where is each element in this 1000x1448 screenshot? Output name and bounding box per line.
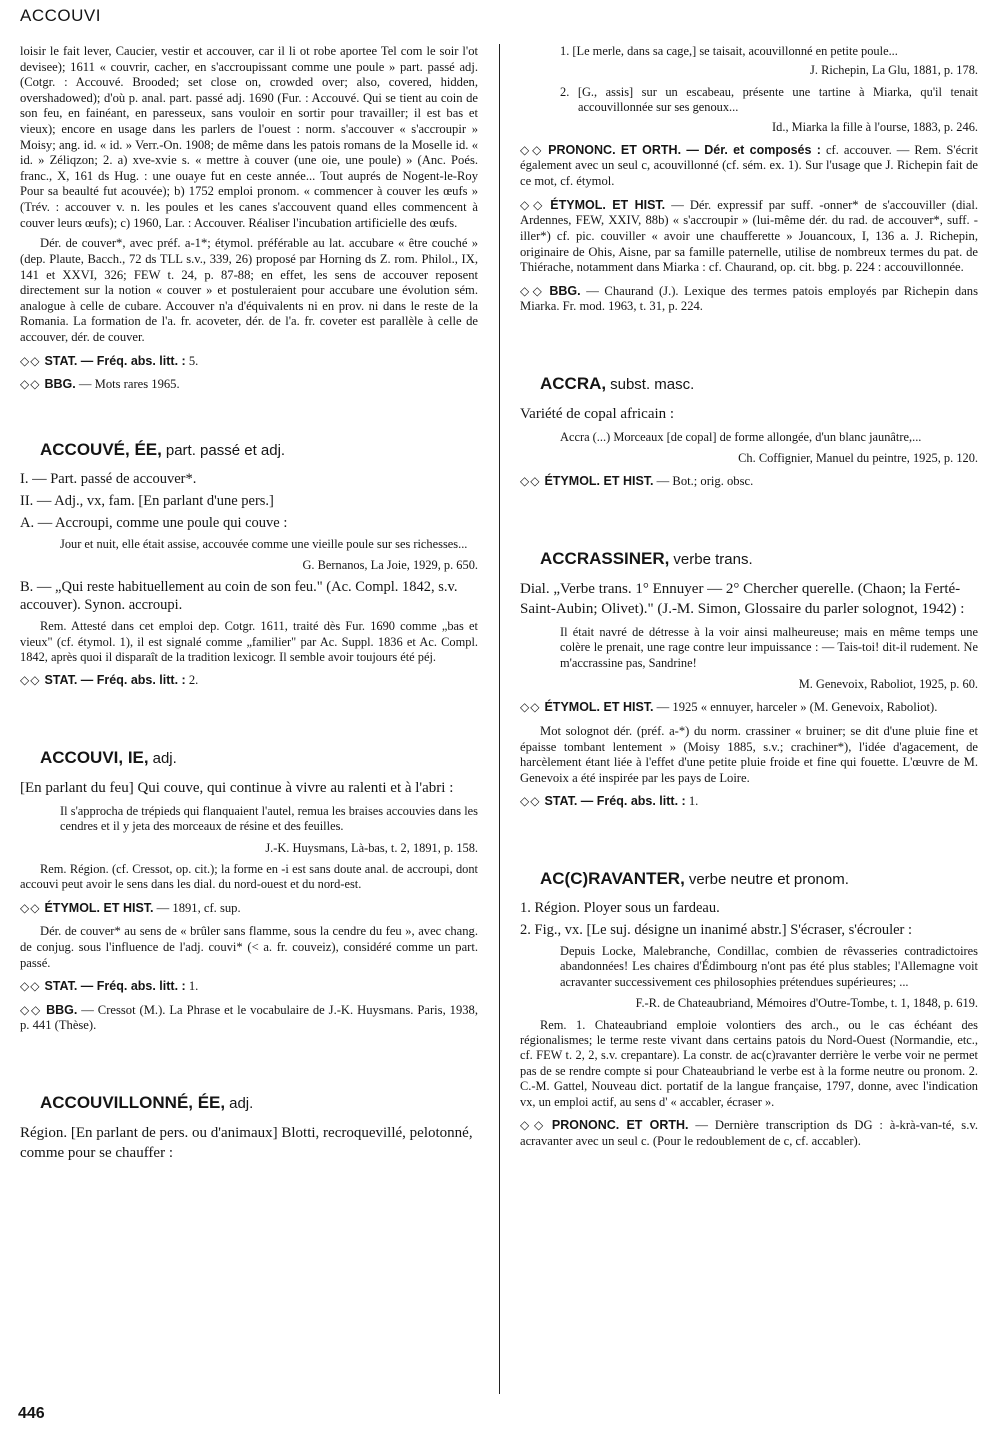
diamond-icon: ◇◇ — [20, 673, 41, 688]
accrassiner-etymology: ◇◇ ÉTYMOL. ET HIST. — 1925 « ennuyer, harceler » (M. Genevoix, Raboliot). — [520, 700, 938, 715]
accouvillonne-quote-2: 2. [G., assis] sur un escabeau, présente une tartine à Miarka, qu'il tenait accouvillonnée sur ses genoux... — [560, 84, 978, 115]
accouver-derivation-note: Dér. de couver*, avec préf. a-1*; étymol. préférable au lat. accubare « être couché » (dep. Plaute, Bacch., 72 ds TLL s.v., 339, 26) proposé par Horning ds Z. rom. Philol., IX, 141 et XXVI, 326; FEW t. 24, p. 87-88; en effet, les sens de accouver reposent directement sur la notion « couver » et postuleraient pour accubare une évolution sém. analogue à celle de cubare. Accouver n'a d'équivalents ni en prov. ni dans le reste de la Romania. La formation de l'a. fr. acoveter, dér. de l'a. fr. coveter est parallèle à celle de accouver, dér. de couver. — [20, 236, 478, 344]
accravanter-quote: Depuis Locke, Malebranche, Condillac, combien de rêvasseries contradictoires abandonnées! Les chaires d'Édimbourg n'ont pas été plus stables; l'Allemagne voit acravanter successivement ces philosophies prétendues supérieures; ... — [560, 943, 978, 989]
diamond-icon: ◇◇ — [20, 1002, 43, 1017]
accouve-sense-1: I. — Part. passé de accouver*. — [20, 470, 197, 487]
accouvillonne-quote-1: 1. [Le merle, dans sa cage,] se taisait, acouvillonné en petite poule... — [560, 44, 898, 58]
accravanter-remark: Rem. 1. Chateaubriand emploie volontiers des arch., ou le cas échéant des régionalismes; le terme reste vivant dans certains patois du Nord-Ouest (Normandie, etc., cf. FEW t. 2, 2, s.v. crepantare). La constr. de ac(c)ravanter derrière le verbe voir ne permet pas de se rendre compte si pour Chateaubriand le verbe est à la forme neutre ou pronom. 2. C.-M. Gattel, Nouveau dict. portatif de la langue française, 1797, donne, avec l'indication vx, un emploi actif, au sens d' « accabler, écraser ». — [520, 1017, 978, 1109]
diamond-icon: ◇◇ — [520, 474, 541, 489]
diamond-icon: ◇◇ — [20, 900, 41, 915]
accouver-bbg: ◇◇ BBG. — Mots rares 1965. — [20, 377, 180, 392]
accouvi-remark: Rem. Région. (cf. Cressot, op. cit.); la forme en -i est sans doute anal. de accroupi, dont accouvi peut avoir le sens dans les dial. du nord-ouest et du nord-est. — [20, 862, 478, 892]
accrassiner-quote-source: M. Genevoix, Raboliot, 1925, p. 60. — [798, 677, 978, 691]
accouvi-quote: Il s'approcha de trépieds qui flanquaient l'autel, remua les braises accouvies dans les cendres et il y jeta des morceaux de résine et des feuilles. — [60, 803, 478, 834]
accouve-quote: Jour et nuit, elle était assise, accouvée comme une vieille poule sur ses richesses... — [60, 536, 468, 551]
entry-accouvillonne-headword: ACCOUVILLONNÉ, ÉE, adj. — [40, 1093, 254, 1113]
diamond-icon: ◇◇ — [20, 353, 41, 368]
accravanter-quote-source: F.-R. de Chateaubriand, Mémoires d'Outre-Tombe, t. 1, 1848, p. 619. — [635, 996, 978, 1011]
accravanter-sense-2: 2. Fig., vx. [Le suj. désigne un inanimé abstr.] S'écraser, s'écrouler : — [520, 921, 913, 938]
entry-accouve-headword: ACCOUVÉ, ÉE, part. passé et adj. — [40, 439, 286, 459]
accouvi-definition: [En parlant du feu] Qui couve, qui continue à vivre au ralenti et à l'abri : — [20, 779, 454, 796]
accouvillonne-etymology: ◇◇ ÉTYMOL. ET HIST. — Dér. expressif par suff. -onner* de s'accouviller (dial. Ardennes, FEW, XXIV, 88b) « s'accroupir » (lui-même dér. du rad. de accouver*, suff. -iller*) cf. pic. couviller « avoir une chaufferette » Jouancoux, I, 136 a. J. Richepin, originaire de Ohis, Aisne, par sa famille paternelle, utilise de nombreux termes du pat. de Thiérache, notamment dans Miarka : cf. Chaurand, op. cit. bbg. p. 224 : accouvillonnée. — [520, 197, 978, 275]
entry-accouvi-headword: ACCOUVI, IE, adj. — [40, 748, 177, 768]
accrassiner-etymology-detail: Mot solognot dér. (préf. a-*) du norm. crassiner « bruiner; se dit d'une pluie fine et épaisse tombant lentement » (Moisy 1885, s.v.; crachiner*), l'idée d'agacement, de harcèlement étant liée à l'effet d'une petite pluie froide et fine qui fouette. L'œuvre de M. Genevoix a été inspirée par les pays de Loire. — [520, 723, 978, 785]
accrassiner-quote: Il était navré de détresse à la voir ainsi malheureuse; mais en même temps une colère le prenait, une rage contre leur impuissance : — Tais-toi! dit-il rudement. Ne m'accrassine pas, Sandrine! — [560, 624, 978, 670]
diamond-icon: ◇◇ — [520, 197, 547, 212]
accouvi-etymology-detail: Dér. de couver* au sens de « brûler sans flamme, sous la cendre du feu », avec chang. de conjug. sous l'influence de l'adj. couvi* (< a. fr. couveiz), considéré comme un part. passé. — [20, 924, 478, 970]
accouvillonne-source-1: J. Richepin, La Glu, 1881, p. 178. — [810, 63, 978, 78]
accouver-etymology-continuation: loisir le fait lever, Caucier, vestir et accouver, car il li ot robe aportee Tel com le soir l'ot devisee); 1611 « couvrir, cacher, en s'accroupissant comme une poule » part. passé adj. (Cotgr. : Accouvé. Brooded; set close on, crowded over; also, covered, hidden, overshadowed); d'où p. anal. part. passé adj. 1690 (Fur. : Accouvé. Qui se tient au coin de son feu, en fainéant, en paresseux, sans vouloir en sortir pour travailler; il est bas et vieux); encore en usage dans les parlers de l'ouest : norm. s'accouver « s'accroupir » Moisy; ang. id. « id. » Verr.-On. 1908; de même dans les patois romans de la Moselle id. « id. » Zéliqzon; 2. a) xve-xvie s. « mettre à couver (une oie, une poule) » (Anc. Poés. franc., X, 161 ds Hug. : une ouaye fut en ceste année... Tout auprés de Nogent-le-Roy Pour sa beaulté fut acouvée); b) 1752 emploi pronom. « commencer à couver les œufs » (Trév. : accouver v. n. les poules et les canes s'accouvent quand elles commencent à couver leurs œufs); c) 1960, Lar. : Accouver. Réaliser l'incubation artificielle des œufs. — [20, 44, 478, 230]
accouvi-bbg: ◇◇ BBG. — Cressot (M.). La Phrase et le vocabulaire de J.-K. Huysmans. Paris, 1938, p. 441 (Thèse). — [20, 1002, 478, 1033]
accouvi-quote-source: J.-K. Huysmans, Là-bas, t. 2, 1891, p. 158. — [265, 840, 478, 855]
diamond-icon: ◇◇ — [20, 377, 41, 392]
entry-accra-headword: ACCRA, subst. masc. — [540, 373, 695, 393]
entry-accravanter-headword: AC(C)RAVANTER, verbe neutre et pronom. — [540, 869, 849, 889]
accouvillonne-source-2: Id., Miarka la fille à l'ourse, 1883, p. 246. — [772, 119, 978, 134]
diamond-icon: ◇◇ — [520, 142, 545, 157]
accouvi-stat: ◇◇ STAT. — Fréq. abs. litt. : 1. — [20, 979, 199, 994]
entry-accrassiner-headword: ACCRASSINER, verbe trans. — [540, 549, 753, 569]
accouve-sense-2: II. — Adj., vx, fam. [En parlant d'une pers.] — [20, 492, 274, 509]
accra-quote-source: Ch. Coffignier, Manuel du peintre, 1925, p. 120. — [738, 451, 978, 466]
diamond-icon: ◇◇ — [520, 1117, 548, 1132]
accouvillonne-pronunciation: ◇◇ PRONONC. ET ORTH. — Dér. et composés : cf. accouver. — Rem. S'écrit également avec un seul c, acouvillonné (cf. sém. ex. 1). Sur l'usage que J. Richepin fait de ce mot, cf. étymol. — [520, 142, 978, 189]
accouve-sense-b: B. — „Qui reste habituellement au coin de son feu." (Ac. Compl. 1842, s.v. accouver). Synon. accroupi. — [20, 579, 458, 614]
diamond-icon: ◇◇ — [520, 283, 546, 298]
accravanter-pronunciation: ◇◇ PRONONC. ET ORTH. — Dernière transcription ds DG : à-krà-van-té, s.v. acravanter avec un seul c. (Pour le redoublement de c, cf. accabler). — [520, 1117, 978, 1148]
accouvillonne-bbg: ◇◇ BBG. — Chaurand (J.). Lexique des termes patois employés par Richepin dans Miarka. Fr. mod. 1963, t. 31, p. 224. — [520, 283, 978, 314]
left-column — [20, 44, 478, 1399]
diamond-icon: ◇◇ — [520, 794, 541, 809]
accrassiner-definition: Dial. „Verbe trans. 1° Ennuyer — 2° Chercher querelle. (Chaon; la Ferté-Saint-Aubin; Olivet)." (J.-M. Simon, Glossaire du parler solognot, 1942) : — [520, 580, 965, 617]
accouve-sense-a: A. — Accroupi, comme une poule qui couve : — [20, 514, 288, 531]
diamond-icon: ◇◇ — [520, 700, 541, 715]
diamond-icon: ◇◇ — [20, 979, 41, 994]
right-column — [520, 44, 978, 1399]
accrassiner-stat: ◇◇ STAT. — Fréq. abs. litt. : 1. — [520, 794, 699, 809]
accouve-remark: Rem. Attesté dans cet emploi dep. Cotgr. 1611, traité dès Fur. 1690 comme „bas et vieux" (cf. étymol. 1), il est signalé comme „familier" par Ac. Suppl. 1836 et Ac. Compl. 1842, après quoi il disparaît de la tradition lexicogr. Il semble avoir toujours été péj. — [20, 619, 478, 665]
accouve-quote-source: G. Bernanos, La Joie, 1929, p. 650. — [302, 558, 478, 573]
accra-quote: Accra (...) Morceaux [de copal] de forme allongée, d'un blanc jaunâtre,... — [560, 429, 922, 444]
accouvillonne-definition: Région. [En parlant de pers. ou d'animaux] Blotti, recroquevillé, pelotonné, comme pour se chauffer : — [20, 1124, 473, 1161]
accra-etymology: ◇◇ ÉTYMOL. ET HIST. — Bot.; orig. obsc. — [520, 474, 754, 489]
column-divider — [499, 44, 500, 1394]
accouvi-etymology: ◇◇ ÉTYMOL. ET HIST. — 1891, cf. sup. — [20, 900, 241, 915]
accravanter-sense-1: 1. Région. Ployer sous un fardeau. — [520, 899, 720, 916]
accra-definition: Variété de copal africain : — [520, 405, 675, 422]
running-head: ACCOUVI — [20, 6, 101, 25]
page-number: 446 — [18, 1405, 45, 1422]
accouver-stat: ◇◇ STAT. — Fréq. abs. litt. : 5. — [20, 353, 199, 368]
accouve-stat: ◇◇ STAT. — Fréq. abs. litt. : 2. — [20, 673, 199, 688]
